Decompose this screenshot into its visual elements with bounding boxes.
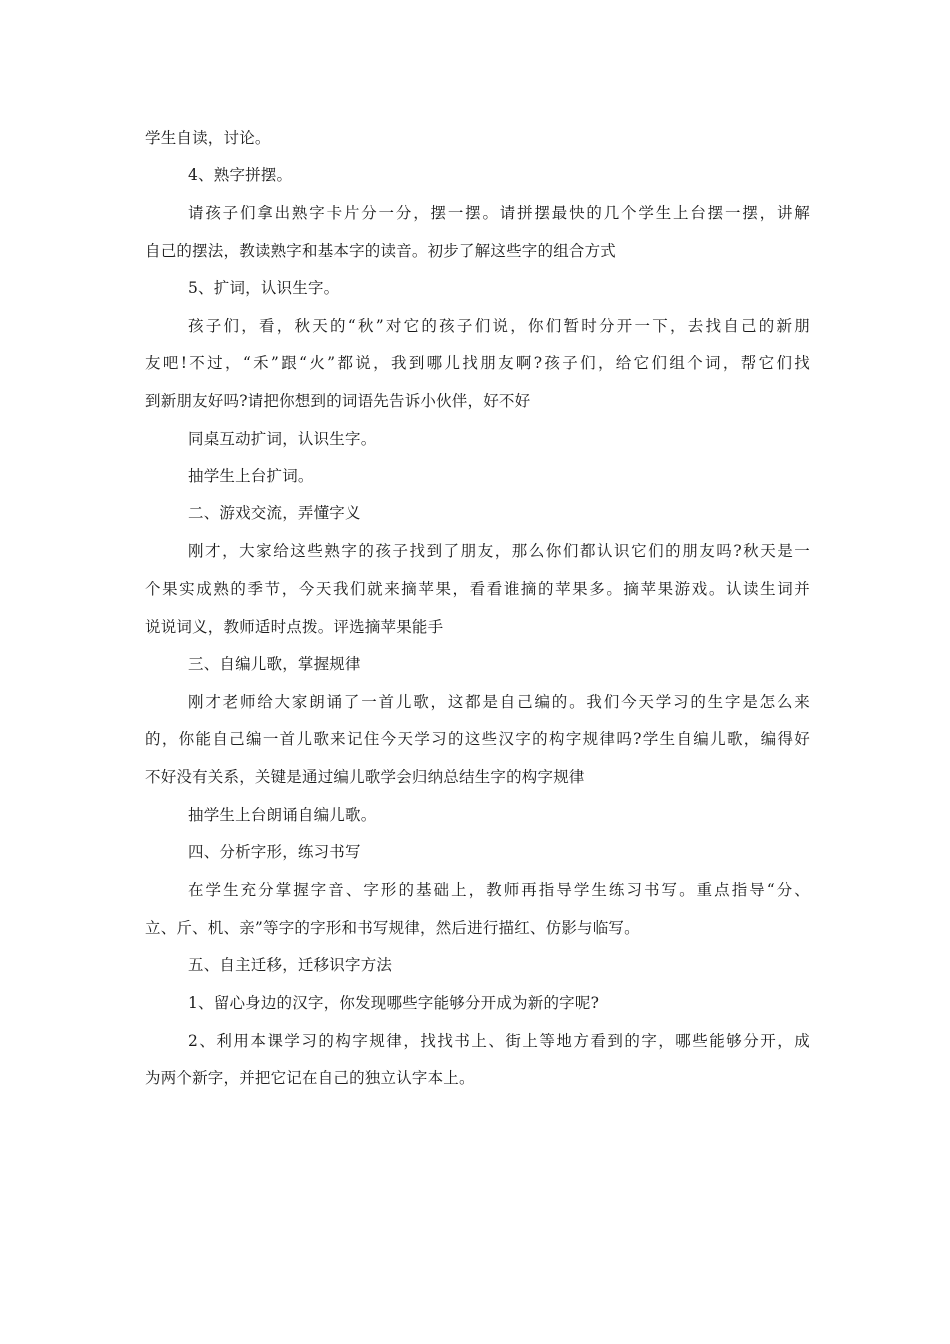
text-line: 自己的摆法，教读熟字和基本字的读音。初步了解这些字的组合方式 [145,242,617,260]
text-line: 同桌互动扩词，认识生字。 [188,430,377,448]
text-line: 个果实成熟的季节，今天我们就来摘苹果，看看谁摘的苹果多。摘苹果游戏。认读生词并 [145,580,810,598]
text-line: 的，你能自己编一首儿歌来记住今天学习的这些汉字的构字规律吗?学生自编儿歌，编得好 [145,730,810,748]
section-heading: 三、自编儿歌，掌握规律 [188,655,361,673]
section-heading: 4、熟字拼摆。 [188,166,293,184]
text-line: 刚才老师给大家朗诵了一首儿歌，这都是自己编的。我们今天学习的生字是怎么来 [188,693,810,711]
text-line: 到新朋友好吗?请把你想到的词语先告诉小伙伴，好不好 [145,392,531,410]
section-heading: 四、分析字形，练习书写 [188,843,361,861]
text-line: 立、斤、机、亲”等字的字形和书写规律，然后进行描红、仿影与临写。 [145,919,640,937]
text-line: 孩子们，看，秋天的“秋”对它的孩子们说，你们暂时分开一下，去找自己的新朋 [188,317,810,335]
text-line: 不好没有关系，关键是通过编儿歌学会归纳总结生字的构字规律 [145,768,585,786]
section-heading: 五、自主迁移，迁移识字方法 [188,956,393,974]
text-line: 刚才，大家给这些熟字的孩子找到了朋友，那么你们都认识它们的朋友吗?秋天是一 [188,542,810,560]
text-line: 2、利用本课学习的构字规律，找找书上、街上等地方看到的字，哪些能够分开，成 [188,1032,810,1050]
text-line: 说说词义，教师适时点拨。评选摘苹果能手 [145,618,444,636]
text-line: 为两个新字，并把它记在自己的独立认字本上。 [145,1069,475,1087]
section-heading: 二、游戏交流，弄懂字义 [188,504,361,522]
text-line: 抽学生上台朗诵自编儿歌。 [188,806,377,824]
text-line: 请孩子们拿出熟字卡片分一分，摆一摆。请拼摆最快的几个学生上台摆一摆，讲解 [188,204,810,222]
text-line: 1、留心身边的汉字，你发现哪些字能够分开成为新的字呢? [188,994,600,1012]
text-line: 抽学生上台扩词。 [188,467,314,485]
text-line: 学生自读，讨论。 [145,129,271,147]
text-line: 友吧!不过，“禾”跟“火”都说，我到哪儿找朋友啊?孩子们，给它们组个词，帮它们找 [145,354,810,372]
section-heading: 5、扩词，认识生字。 [188,279,340,297]
text-line: 在学生充分掌握字音、字形的基础上，教师再指导学生练习书写。重点指导“分、 [188,881,810,899]
